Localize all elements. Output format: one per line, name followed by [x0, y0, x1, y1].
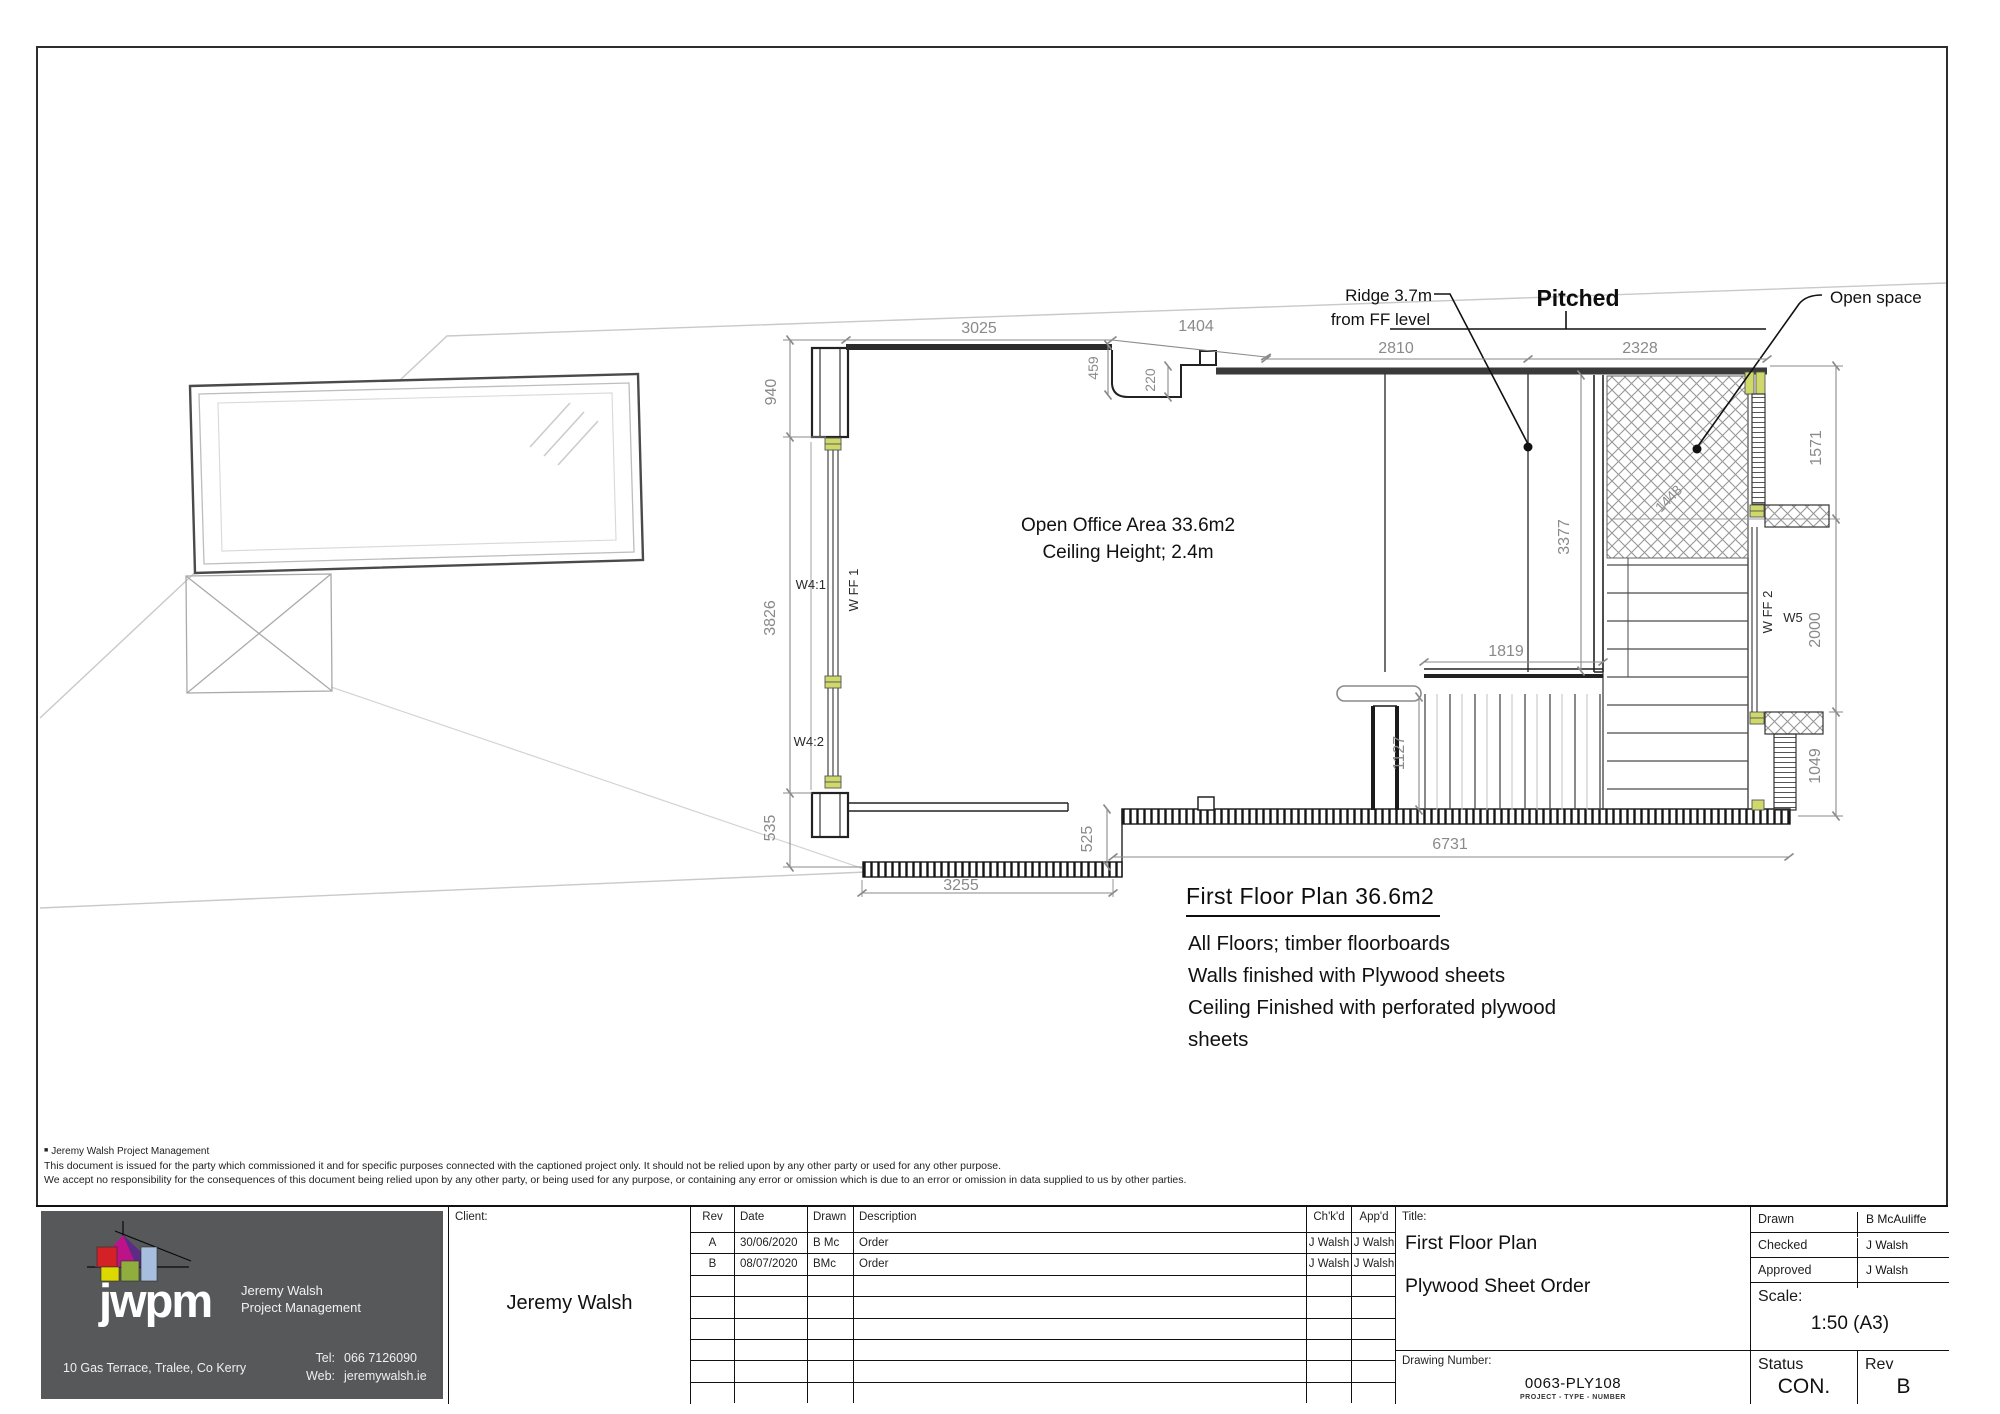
rev-col-header: Drawn	[807, 1207, 853, 1232]
dim-1049: 1049	[1807, 748, 1824, 784]
dim-525: 525	[1079, 825, 1096, 853]
scale-label: Scale:	[1758, 1288, 1803, 1305]
drawing-title-cell	[1395, 1207, 1750, 1350]
note-line: Ceiling Finished with perforated plywood sheets	[1188, 996, 1557, 1051]
approved-value: J Walsh	[1857, 1263, 1949, 1288]
east-glazed-wall	[1752, 527, 1757, 712]
west-glazed-wall	[828, 449, 838, 788]
rev-col-header: Description	[853, 1207, 1306, 1232]
rev-cell: B	[691, 1253, 734, 1274]
rev-cell: 30/06/2020	[734, 1232, 807, 1253]
dim-3255: 3255	[943, 877, 979, 894]
drawn-label: Drawn	[1758, 1212, 1795, 1226]
note-line: All Floors; timber floorboards	[1188, 932, 1451, 955]
disclaimer-line2: We accept no responsibility for the consequences of this document being relied upon by any other party, or being used for any purpose, or containing any error or omission which is due to an error or omission in data supplied to us by other parties.	[44, 1174, 1187, 1186]
drawing-title-line2: Plywood Sheet Order	[1405, 1275, 1591, 1297]
flue-box	[1200, 351, 1216, 365]
existing-roof-x-box	[186, 574, 332, 693]
drawing-number-cell	[1395, 1350, 1750, 1404]
meta-column	[1750, 1207, 1948, 1404]
rev-cell	[1857, 1350, 1949, 1404]
client-name: Jeremy Walsh	[506, 1292, 633, 1314]
drawing-title-line1: First Floor Plan	[1405, 1232, 1538, 1254]
office-area-label: Open Office Area 33.6m2	[1020, 515, 1236, 536]
logo-panel	[41, 1211, 443, 1399]
open-space-label: Open space	[1830, 288, 1922, 307]
drawing-number-label: Drawing Number:	[1402, 1355, 1492, 1367]
status-value: CON.	[1777, 1375, 1831, 1398]
dim-1404: 1404	[1178, 318, 1214, 335]
dim-940: 940	[763, 378, 780, 406]
tag-w5: W5	[1783, 610, 1803, 625]
ridge-leader-dot	[1524, 443, 1533, 452]
dim-459: 459	[1085, 356, 1101, 380]
plan-notes	[1188, 928, 1588, 1056]
checked-value: J Walsh	[1857, 1238, 1949, 1263]
dim-1448: 1448	[1651, 481, 1686, 516]
dim-3377: 3377	[1556, 519, 1573, 555]
dim-535: 535	[762, 814, 779, 842]
logo-name-line1: Jeremy Walsh	[241, 1283, 323, 1298]
dim-3826: 3826	[762, 600, 779, 636]
dim-1819: 1819	[1488, 643, 1524, 660]
rev-cell: J Walsh	[1306, 1232, 1351, 1253]
rev-col-header: Date	[734, 1207, 807, 1232]
drawing-number-subtext: PROJECT - TYPE - NUMBER	[1519, 1394, 1626, 1401]
logo-name-line2: Project Management	[241, 1300, 361, 1315]
checked-label: Checked	[1758, 1238, 1808, 1252]
dim-2328: 2328	[1622, 340, 1658, 357]
rev-cell: Order	[853, 1232, 1306, 1253]
pitched-label: Pitched	[1536, 285, 1620, 311]
ridge-note-line2: from FF level	[1330, 310, 1430, 329]
tag-wff2: W FF 2	[1760, 590, 1775, 634]
logo-web: jeremywalsh.ie	[344, 1369, 427, 1383]
revision-region	[690, 1207, 1395, 1404]
open-space-void	[1607, 376, 1748, 558]
tag-w4-1: W4:1	[795, 577, 826, 592]
dim-2810: 2810	[1378, 340, 1414, 357]
rev-cell: J Walsh	[1351, 1232, 1396, 1253]
dim-6731: 6731	[1432, 836, 1468, 853]
client-label: Client:	[455, 1211, 488, 1223]
rev-cell: J Walsh	[1306, 1253, 1351, 1274]
title-label: Title:	[1402, 1211, 1427, 1223]
dim-220: 220	[1142, 368, 1158, 392]
revision-table	[691, 1207, 1396, 1404]
scale-cell	[1751, 1282, 1949, 1350]
rev-col-header: App'd	[1351, 1207, 1396, 1232]
rev-cell: A	[691, 1232, 734, 1253]
scale-value: 1:50 (A3)	[1810, 1313, 1890, 1334]
drawn-value: B McAuliffe	[1857, 1212, 1949, 1237]
disclaimer-company: ■ Jeremy Walsh Project Management	[44, 1146, 210, 1157]
open-space-leader-dot	[1693, 445, 1702, 454]
approved-label: Approved	[1758, 1263, 1812, 1277]
dim-1127: 1127	[1391, 735, 1408, 771]
dim-3025: 3025	[961, 320, 997, 337]
rev-col-header: Rev	[702, 1211, 723, 1223]
status-cell	[1751, 1350, 1857, 1404]
rev-cell: B Mc	[807, 1232, 853, 1253]
bottom-wall	[1122, 809, 1790, 824]
note-line: Walls finished with Plywood sheets	[1188, 964, 1506, 987]
handrail	[1337, 686, 1421, 701]
wall-tags	[794, 569, 1803, 749]
title-block	[36, 1205, 1948, 1402]
ridge-note-line1: Ridge 3.7m	[1345, 286, 1432, 305]
dim-1571: 1571	[1808, 430, 1825, 466]
bullet-icon: ■	[44, 1147, 49, 1154]
plan-title: First Floor Plan 36.6m2	[1186, 883, 1440, 917]
rev-value: B	[1896, 1375, 1911, 1398]
tag-wff1: W FF 1	[846, 568, 861, 612]
rev-cell: BMc	[807, 1253, 853, 1274]
tag-w4-2: W4:2	[793, 734, 824, 749]
logo-contact: Tel: 066 7126090 Web: jeremywalsh.ie	[306, 1351, 427, 1383]
logo-cell	[36, 1207, 448, 1404]
rev-cell: Order	[853, 1253, 1306, 1274]
logo-address: 10 Gas Terrace, Tralee, Co Kerry	[63, 1361, 247, 1375]
disclaimer-line1: This document is issued for the party which commissioned it and for specific purposes connected with the captioned project only. It should not be relied upon by any other party or used for any other purpose.	[44, 1160, 1002, 1172]
dim-2000: 2000	[1807, 612, 1824, 648]
ceiling-height-label: Ceiling Height; 2.4m	[1042, 542, 1214, 563]
rev-label: Rev	[1865, 1356, 1894, 1373]
logo-tel: 066 7126090	[344, 1351, 417, 1365]
client-cell	[448, 1207, 690, 1404]
logo-wordmark: jwpm	[99, 1274, 212, 1327]
disclaimer	[44, 1144, 1584, 1187]
balcony-wall	[863, 862, 1122, 877]
rev-cell: 08/07/2020	[734, 1253, 807, 1274]
existing-rooflight	[190, 374, 643, 573]
floor-plan-walls	[812, 347, 1840, 877]
rev-cell: J Walsh	[1351, 1253, 1396, 1274]
rev-col-header: Ch'k'd	[1306, 1207, 1351, 1232]
drawing-number: 0063-PLY108	[1524, 1375, 1622, 1392]
status-label: Status	[1758, 1356, 1804, 1373]
